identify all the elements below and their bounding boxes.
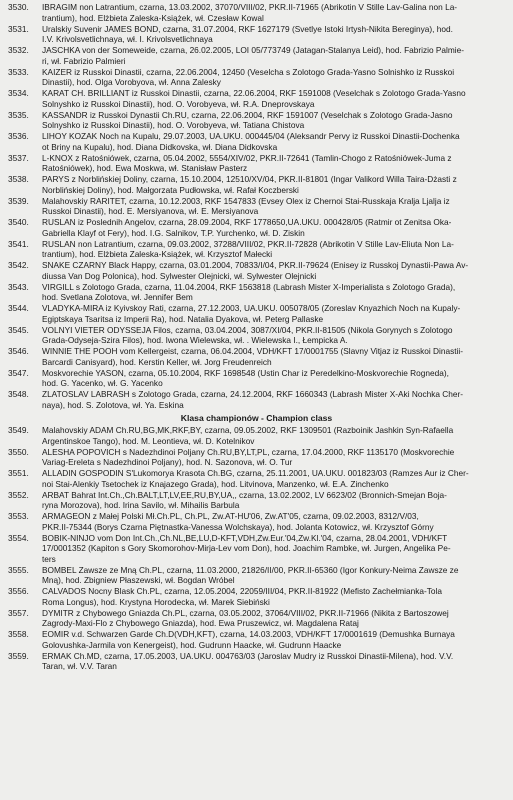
entry-line: Ratośniówek), hod. Ewa Moskwa, wł. Stanisław Pasterz	[42, 163, 248, 173]
entry-number: 3556.	[8, 586, 29, 596]
entry-line: ALESHA POPOVICH s Nadezhdinoi Poljany Ch.RU,BY,LT,PL, czarna, 17.04.2000, RKF 1135170 (Moskvorechie	[42, 446, 455, 457]
entry-number: 3555.	[8, 564, 29, 575]
entry-number: 3548.	[8, 389, 29, 399]
entry-line: Gabriella Klayf ot Fery), hod. I.G. Salnikov, T.P. Yurchenko, wł. D. Ziskin	[42, 227, 305, 238]
entry-text	[42, 425, 507, 446]
entry-number: 3543.	[8, 281, 29, 292]
catalog-entry	[6, 586, 507, 607]
entry-line: trantium), hod. Elżbieta Zaleska-Książek, wł. Krzysztof Małecki	[42, 249, 273, 259]
catalog-entry	[6, 303, 507, 324]
entry-text	[42, 260, 507, 281]
entry-line: ri, wł. Fabrizio Palmieri	[42, 55, 126, 66]
entry-number: 3551.	[8, 468, 29, 478]
entry-text	[42, 153, 507, 174]
entry-number: 3546.	[8, 346, 29, 356]
catalog-entry	[6, 110, 507, 131]
entry-text	[42, 651, 507, 672]
entry-text	[42, 565, 507, 586]
entry-line: Mną), hod. Zbigniew Płaszewski, wł. Bogdan Wróbel	[42, 575, 235, 585]
catalog-entry	[6, 217, 507, 238]
entry-line: DYMITR z Chybowego Gniazda Ch.PL, czarna, 03.05.2002, 37064/VIII/02, PKR.II-71966 (Nikita z Bartoszowej	[42, 607, 449, 618]
entry-line: ters	[42, 553, 56, 564]
catalog-entry	[6, 239, 507, 260]
entry-line: PARYS z Norblińskiej Doliny, czarna, 15.10.2004, 12510/XV/04, PKR.II-81801 (Ingar Valikord Willa Taira-Dżasti z	[42, 174, 457, 184]
entry-number: 3539.	[8, 195, 29, 206]
entry-text	[42, 586, 507, 607]
entry-line: 17/0001352 (Kapiton s Gory Skomorohov-Mirja-Lev vom Don), hod. Joachim Rambke, wł. Jurgen, Angelika Pe-	[42, 543, 451, 553]
entry-text	[42, 346, 507, 367]
entry-text	[42, 88, 507, 109]
entry-line: Moskvorechie YASON, czarna, 05.10.2004, RKF 1698548 (Ustin Char iz Peredelkino-Moskvorechie Rogneda),	[42, 367, 449, 378]
entry-line: Solnyshko iz Russkoi Dinastii), hod. O. Vorobyeva, wł. R.A. Dneprovskaya	[42, 98, 315, 109]
entry-line: Grada-Odyseja-Szira Filos), hod. Iwona Wielewska, wł. . Wielewska I., Łempicka A.	[42, 335, 348, 345]
entry-line: Argentinskoe Tango), hod. M. Leontieva, wł. D. Kotelnikov	[42, 435, 255, 446]
entry-number: 3531.	[8, 23, 29, 34]
entry-number: 3545.	[8, 324, 29, 335]
catalog-entry	[6, 425, 507, 446]
entry-line: Taran, wł. V.V. Taran	[42, 661, 117, 671]
entry-number: 3544.	[8, 303, 29, 313]
entry-line: VIRGILL s Zolotogo Grada, czarna, 11.04.2004, RKF 1563818 (Labrash Mister X-Imperialista s Zolotogo Grada),	[42, 281, 456, 292]
catalog-entry	[6, 88, 507, 109]
entry-list-open-class	[6, 2, 507, 410]
catalog-entry	[6, 131, 507, 152]
entry-text	[42, 608, 507, 629]
catalog-entry	[6, 511, 507, 532]
entry-line: Malahovskiy RARITET, czarna, 10.12.2003, RKF 1547833 (Evsey Olex iz Chernoi Stai-Russkaja Kralja Ljalja iz	[42, 195, 450, 206]
catalog-entry	[6, 490, 507, 511]
catalog-entry	[6, 174, 507, 195]
catalog-entry	[6, 368, 507, 389]
entry-line: Barcardi Canisyard), hod. Kerstin Keller, wł. Jorg Freudenreich	[42, 356, 272, 367]
entry-text	[42, 174, 507, 195]
entry-number: 3534.	[8, 88, 29, 98]
catalog-entry	[6, 45, 507, 66]
catalog-entry	[6, 608, 507, 629]
entry-line: ryna Morozova), hod. Irina Savilo, wł. Mihailis Barbula	[42, 500, 240, 510]
catalog-entry	[6, 533, 507, 565]
entry-line: Golovushka-Jarmila von Kenergeist), hod. Gudrunn Haacke, wł. Gudrunn Haacke	[42, 639, 342, 650]
entry-number: 3553.	[8, 511, 29, 521]
entry-text	[42, 196, 507, 217]
catalog-entry	[6, 153, 507, 174]
entry-line: Norblińskiej Doliny), hod. Małgorzata Pudłowska, wł. Rafał Koczberski	[42, 184, 299, 195]
entry-line: KASSANDR iz Russkoi Dynastii Ch.RU, czarna, 22.06.2004, RKF 1591007 (Veselchak s Zolotogo Grada-Jasno	[42, 109, 453, 120]
entry-text	[42, 110, 507, 131]
entry-line: trantium), hod. Elżbieta Zaleska-Książek, wł. Czesław Kowal	[42, 12, 264, 23]
entry-line: CALVADOS Nocny Blask Ch.PL, czarna, 12.05.2004, 22059/III/04, PKR.II-81922 (Mefisto Zachełmianka-Tola	[42, 586, 442, 596]
entry-line: hod. Svetlana Zolotova, wł. Jennifer Bem	[42, 292, 193, 302]
entry-line: Dinastii), hod. Olga Vorobyova, wł. Anna Zalesky	[42, 77, 221, 87]
entry-text	[42, 368, 507, 389]
entry-line: PKR.II-75344 (Borys Czarna Piętnastka-Vanessa Wolchskaya), hod. Jolanta Kotowicz, wł. Krzysztof Górny	[42, 521, 434, 532]
entry-line: Solnyshko iz Russkoi Dinastii), hod. O. Vorobyeva, wł. Tatiana Chistova	[42, 120, 305, 130]
entry-number: 3550.	[8, 446, 29, 457]
entry-line: Egiptskaya Tsaritsa iz Imperii Ra), hod. Natalia Dyakova, wł. Peterg Pallaske	[42, 313, 324, 324]
entry-line: ARMAGEON z Małej Polski Mł.Ch.PL, Ch.PL, Zw.AT-HU'06, Zw.AT'05, czarna, 09.02.2003, 8312/V/03,	[42, 511, 419, 521]
entry-line: KAIZER iz Russkoi Dinastii, czarna, 22.06.2004, 12450 (Veselcha s Zolotogo Grada-Yasno Solnishko iz Russkoi	[42, 66, 455, 77]
entry-line: hod. G. Yacenko, wł. G. Yacenko	[42, 378, 163, 388]
catalog-entry	[6, 196, 507, 217]
catalog-entry	[6, 260, 507, 281]
entry-line: EOMIR v.d. Schwarzen Garde Ch.D(VDH,KFT), czarna, 14.03.2003, VDH/KFT 17/0001619 (Demushka Burnaya	[42, 629, 455, 639]
entry-line: Roma Longus), hod. Krystyna Horodecka, wł. Marek Siebiński	[42, 596, 270, 607]
catalog-entry	[6, 67, 507, 88]
entry-text	[42, 24, 507, 45]
entry-number: 3540.	[8, 217, 29, 227]
entry-number: 3530.	[8, 2, 29, 12]
entry-line: noi Stai-Alenkiy Tsetochek iz Knajazego Grada), hod. Litvinova, Manzenko, wł. E.A. Zinchenko	[42, 478, 389, 489]
entry-line: diussa Van Dog Polonica), hod. Sylwester Olejnicki, wł. Sylwester Olejnicki	[42, 270, 317, 281]
entry-line: RUSLAN iz Poslednih Angelov, czarna, 28.09.2004, RKF 1778650,UA.UKU. 000428/05 (Ratmir ot Zenitsa Oka-	[42, 217, 452, 227]
entry-text	[42, 239, 507, 260]
entry-number: 3535.	[8, 109, 29, 120]
entry-line: JASCHKA von der Someweide, czarna, 26.02.2005, LOI 05/773749 (Jatagan-Stalanya Leid), hod. Fabrizio Palmie-	[42, 45, 465, 55]
catalog-entry	[6, 346, 507, 367]
entry-text	[42, 490, 507, 511]
entry-number: 3538.	[8, 174, 29, 184]
entry-number: 3559.	[8, 650, 29, 661]
entry-line: naya), hod. S. Zolotova, wł. Ya. Eskina	[42, 399, 184, 410]
entry-text	[42, 282, 507, 303]
entry-text	[42, 447, 507, 468]
entry-text	[42, 533, 507, 565]
entry-line: ALLADIN GOSPODIN S'Lukomorya Krasota Ch.BG, czarna, 25.11.2001, UA.UKU. 001823/03 (Ramzes Aur iz Cher-	[42, 468, 469, 478]
entry-line: BOBIK-NINJO vom Don Int.Ch.,Ch.NL,BE,LU,D-KFT,VDH,Zw.Eur.'04,Zw.Kl.'04, czarna, 28.04.2001, VDH/KFT	[42, 532, 448, 543]
catalog-entry	[6, 629, 507, 650]
catalog-entry	[6, 447, 507, 468]
section-title: Klasa championów - Champion class	[180, 413, 333, 423]
entry-text	[42, 325, 507, 346]
entry-line: SNAKE CZARNY Black Happy, czarna, 03.01.2004, 70833/I/04, PKR.II-79624 (Enisey iz Russkoj Dynastii-Pawa Av-	[42, 260, 469, 270]
entry-line: VOLNYI VIETER ODYSSEJA Filos, czarna, 03.04.2004, 3087/XI/04, PKR.II-81505 (Nikola Gorynych s Zolotogo	[42, 324, 453, 335]
entry-line: I.V. Krivolsvetlichnaya, wł. I. Krivolsvetlichnaya	[42, 34, 213, 44]
entry-list-champion-class	[6, 425, 507, 672]
entry-line: ERMAK Ch.MD, czarna, 17.05.2003, UA.UKU. 004763/03 (Jaroslav Mudry iz Russkoi Dinastii-Milena), hod. V.V.	[42, 650, 454, 661]
entry-line: ARBAT Bahrat Int.Ch.,Ch.BALT,LT,LV,EE,RU,BY,UA,, czarna, 13.02.2002, LV 6623/02 (Bronnich-Smejan Boja-	[42, 489, 447, 500]
catalog-entry	[6, 325, 507, 346]
entry-text	[42, 468, 507, 489]
entry-number: 3547.	[8, 367, 29, 378]
entry-line: RUSLAN non Latrantium, czarna, 09.03.2002, 37288/VIII/02, PKR.II-72828 (Abrikotin V Stille Lav-Eliuta Non La-	[42, 238, 454, 249]
entry-text	[42, 303, 507, 324]
entry-number: 3557.	[8, 607, 29, 618]
entry-line: ZLATOSLAV LABRASH s Zolotogo Grada, czarna, 24.12.2004, RKF 1660343 (Labrash Mister X-Aki Nochka Cher-	[42, 389, 464, 399]
entry-line: LIHOY KOZAK Noch na Kupalu, 29.07.2003, UA.UKU. 000445/04 (Aleksandr Pervy iz Russkoi Dinastii-Dochenka	[42, 131, 460, 141]
entry-number: 3537.	[8, 152, 29, 163]
entry-number: 3532.	[8, 45, 29, 55]
catalog-entry	[6, 468, 507, 489]
entry-text	[42, 511, 507, 532]
entry-line: Malahovskiy ADAM Ch.RU,BG,MK,RKF,BY, czarna, 09.05.2002, RKF 1309501 (Razboinik Jashkin Syn-Rafaella	[42, 425, 454, 435]
entry-line: IBRAGIM non Latrantium, czarna, 13.03.2002, 37070/VIII/02, PKR.II-71965 (Abrikotin V Stille Lav-Galina non La-	[42, 2, 458, 12]
entry-line: BOMBEL Zawsze ze Mną Ch.PL, czarna, 11.03.2000, 21826/II/00, PKR.II-65360 (Igor Konkury-Neima Zawsze ze	[42, 564, 459, 575]
entry-line: Russkoi Dinastii), hod. E. Mersiyanova, wł. E. Mersiyanova	[42, 206, 259, 216]
entry-text	[42, 389, 507, 410]
entry-text	[42, 131, 507, 152]
entry-text	[42, 629, 507, 650]
entry-line: Uralskiy Suvenir JAMES BOND, czarna, 31.07.2004, RKF 1627179 (Svetlye Istoki Irtysh-Nikita Bereginya), hod.	[42, 23, 453, 34]
entry-text	[42, 67, 507, 88]
entry-line: L-KNOX z Ratośniówek, czarna, 05.04.2002, 5554/XIV/02, PKR.II-72641 (Tamlin-Chogo z Ratośniówek-Juma z	[42, 152, 452, 163]
entry-number: 3533.	[8, 66, 29, 77]
catalog-entry	[6, 282, 507, 303]
catalog-entry	[6, 651, 507, 672]
entry-number: 3541.	[8, 238, 29, 249]
entry-number: 3554.	[8, 532, 29, 543]
entry-text	[42, 2, 507, 23]
entry-line: Zagrody-Maxi-Flo z Chybowego Gniazda), hod. Ewa Pruszewicz, wł. Magdalena Rataj	[42, 618, 359, 628]
catalog-entry	[6, 24, 507, 45]
entry-line: WINNIE THE POOH vom Kellergeist, czarna, 06.04.2004, VDH/KFT 17/0001755 (Slavny Vitjaz iz Russkoi Dinastii-	[42, 346, 464, 356]
catalog-entry	[6, 565, 507, 586]
entry-line: Variag-Ereleta s Nadezhdinoi Poljany), hod. N. Sazonova, wł. O. Tur	[42, 457, 293, 467]
entry-text	[42, 45, 507, 66]
entry-line: VLADYKA-MIRA iz Kyivskoy Rati, czarna, 27.12.2003, UA.UKU. 005078/05 (Zoreslav Knyazhich Noch na Kupaly-	[42, 303, 461, 313]
entry-line: ot Briny na Kupalu), hod. Diana Didkovska, wł. Diana Didkovska	[42, 141, 278, 152]
catalog-entry	[6, 2, 507, 23]
entry-number: 3542.	[8, 260, 29, 270]
entry-number: 3536.	[8, 131, 29, 141]
entry-text	[42, 217, 507, 238]
entry-number: 3552.	[8, 489, 29, 500]
entry-number: 3558.	[8, 629, 29, 639]
catalog-entry	[6, 389, 507, 410]
entry-line: KARAT CH. BRILLIANT iz Russkoi Dinastii, czarna, 22.06.2004, RKF 1591008 (Veselchak s Zolotogo Grada-Yasno	[42, 88, 466, 98]
entry-number: 3549.	[8, 425, 29, 435]
